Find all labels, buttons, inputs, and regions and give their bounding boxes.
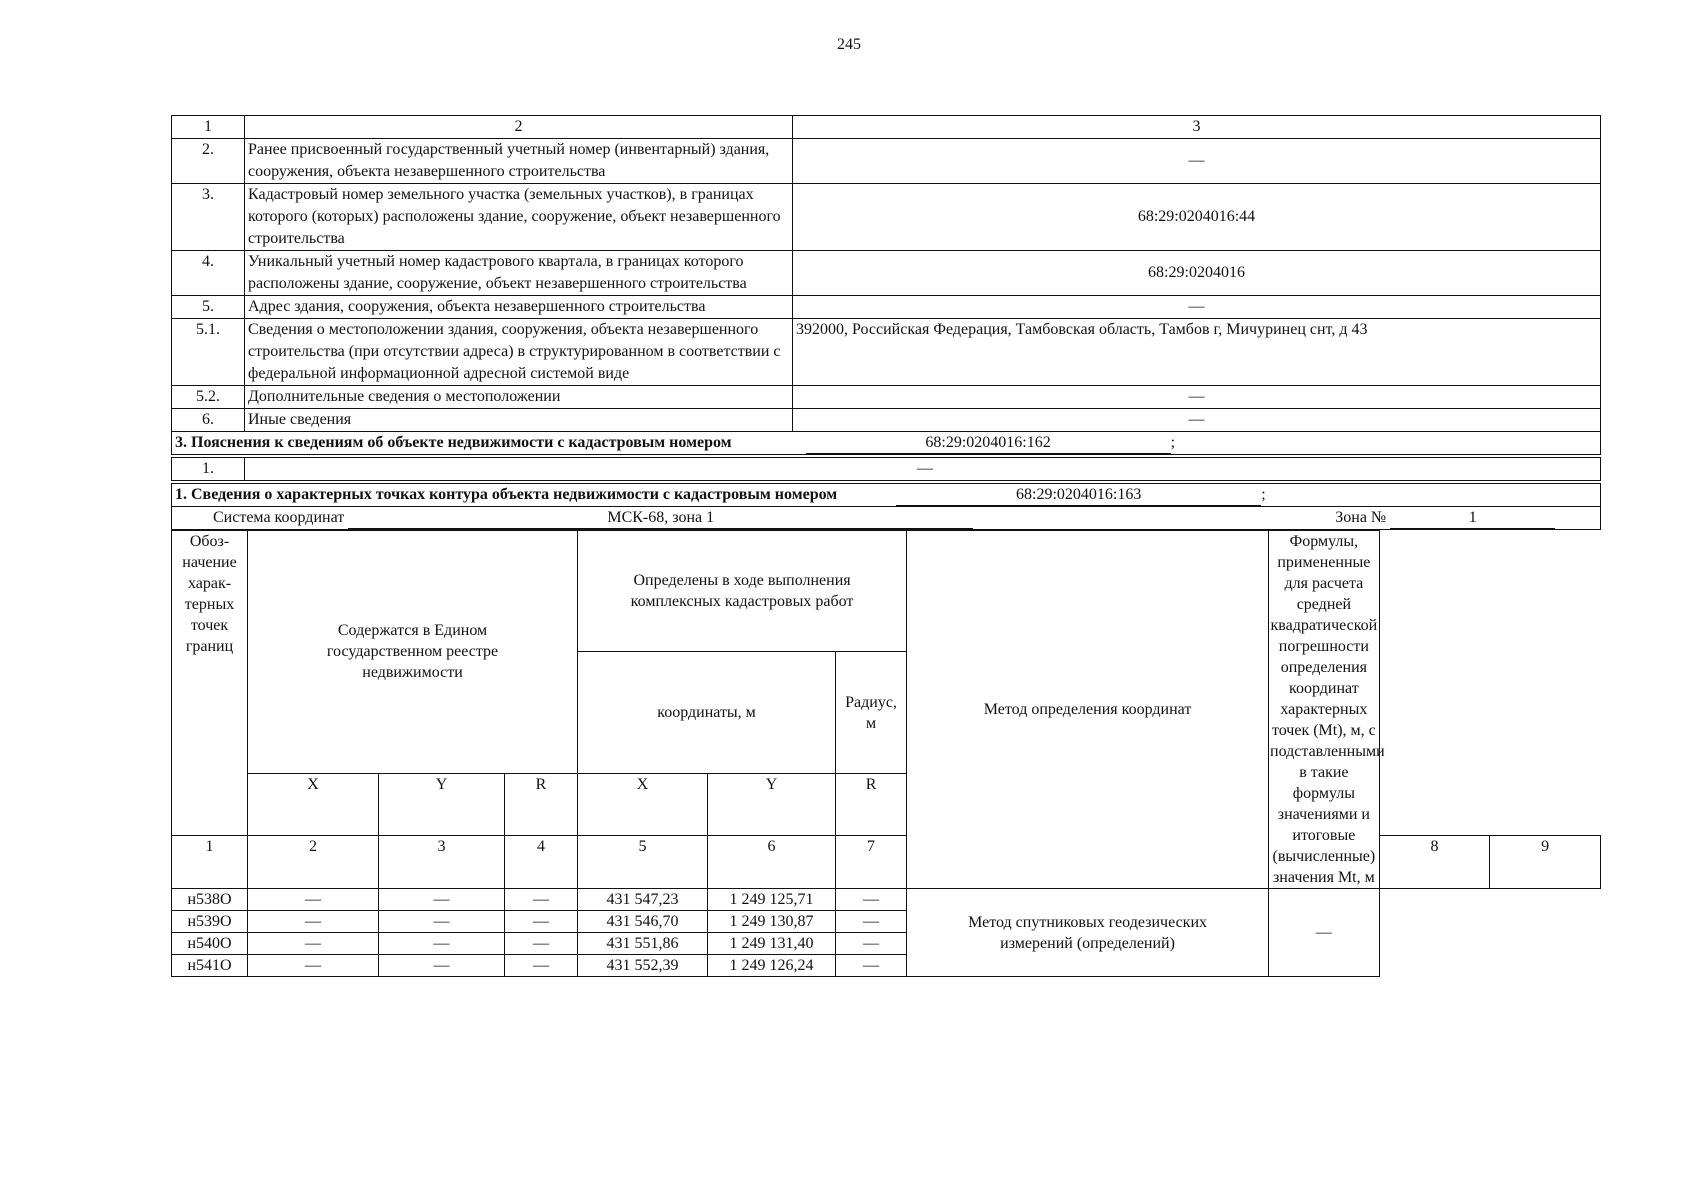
coord-system-label: Система координат bbox=[213, 509, 345, 526]
header-col-1: 1 bbox=[172, 116, 245, 139]
header-x-egrn: X bbox=[248, 773, 379, 835]
header-designation: Обоз- начение харак- терных точек границ bbox=[172, 531, 248, 836]
header-formulas: Формулы, примененные для расчета средней квадратической погрешности определения координат характерных точек (Mt), м, с подставленными в такие формулы значениями и итоговые (вычисленные) значения Mt, м bbox=[1269, 531, 1380, 889]
col-number: 5 bbox=[578, 836, 708, 889]
x-kkr: 431 551,86 bbox=[578, 933, 708, 955]
table-row bbox=[172, 184, 1601, 251]
row-value: 68:29:0204016:44 bbox=[793, 184, 1601, 251]
document-body bbox=[171, 115, 1601, 977]
header-method: Метод определения координат bbox=[907, 531, 1269, 889]
header-col-3: 3 bbox=[793, 116, 1601, 139]
col-number: 2 bbox=[248, 836, 379, 889]
header-y-kkr: Y bbox=[708, 773, 836, 835]
point-designation: н538О bbox=[172, 889, 248, 911]
table-row bbox=[172, 319, 1601, 386]
r-egrn: — bbox=[505, 911, 578, 933]
row-number: 3. bbox=[172, 184, 245, 251]
col-number: 6 bbox=[708, 836, 836, 889]
r-kkr: — bbox=[836, 955, 907, 977]
col-number: 4 bbox=[505, 836, 578, 889]
col-number: 8 bbox=[1379, 836, 1490, 889]
section-3-heading-row bbox=[172, 432, 1601, 455]
zone-value: 1 bbox=[1390, 508, 1555, 529]
row-value: 68:29:0204016 bbox=[793, 251, 1601, 296]
section-3-row bbox=[172, 458, 1601, 481]
y-kkr: 1 249 131,40 bbox=[708, 933, 836, 955]
row-number: 4. bbox=[172, 251, 245, 296]
header-col-2: 2 bbox=[245, 116, 793, 139]
table-header-row bbox=[172, 116, 1601, 139]
section-1-cad-number: 68:29:0204016:163 bbox=[896, 485, 1261, 506]
header-egrn: Содержатся в Едином государственном реестре недвижимости bbox=[248, 531, 578, 774]
row-label: Кадастровый номер земельного участка (земельных участков), в границах которого (которых) расположены здание, сооружение, объект незавершенного строительства bbox=[245, 184, 793, 251]
column-numbers-row bbox=[172, 836, 1601, 889]
zone-label: Зона № bbox=[1335, 509, 1387, 526]
x-kkr: 431 546,70 bbox=[578, 911, 708, 933]
header-r-kkr: R bbox=[836, 773, 907, 835]
y-kkr: 1 249 130,87 bbox=[708, 911, 836, 933]
point-designation: н539О bbox=[172, 911, 248, 933]
y-egrn: — bbox=[379, 911, 505, 933]
point-designation: н540О bbox=[172, 933, 248, 955]
section-1-heading-row bbox=[172, 484, 1601, 507]
y-kkr: 1 249 125,71 bbox=[708, 889, 836, 911]
row-value: — bbox=[245, 458, 1601, 481]
x-egrn: — bbox=[248, 933, 379, 955]
r-egrn: — bbox=[505, 933, 578, 955]
header-y-egrn: Y bbox=[379, 773, 505, 835]
table-row bbox=[172, 955, 1601, 977]
method-value: Метод спутниковых геодезических измерений (определений) bbox=[907, 889, 1269, 977]
row-number: 5.2. bbox=[172, 386, 245, 409]
y-egrn: — bbox=[379, 889, 505, 911]
page-number: 245 bbox=[837, 36, 861, 53]
row-number: 5. bbox=[172, 296, 245, 319]
x-egrn: — bbox=[248, 889, 379, 911]
table-row bbox=[172, 139, 1601, 184]
object-details-table bbox=[171, 115, 1601, 530]
x-kkr: 431 547,23 bbox=[578, 889, 708, 911]
y-egrn: — bbox=[379, 955, 505, 977]
row-label: Иные сведения bbox=[245, 409, 793, 432]
header-kkr-coords: координаты, м bbox=[578, 652, 836, 773]
r-kkr: — bbox=[836, 933, 907, 955]
row-label: Сведения о местоположении здания, сооружения, объекта незавершенного строительства (при отсутствии адреса) в структурированном в соответствии с федеральной информационной адресной системой виде bbox=[245, 319, 793, 386]
row-number: 6. bbox=[172, 409, 245, 432]
row-value: 392000, Российская Федерация, Тамбовская область, Тамбов г, Мичуринец снт, д 43 bbox=[793, 319, 1601, 386]
section-1-title: 1. Сведения о характерных точках контура объекта недвижимости с кадастровым номером bbox=[175, 486, 838, 503]
header-kkr: Определены в ходе выполнения комплексных кадастровых работ bbox=[578, 531, 907, 652]
coord-system-value: МСК-68, зона 1 bbox=[348, 508, 973, 529]
characteristic-points-table bbox=[171, 530, 1601, 977]
col-number: 3 bbox=[379, 836, 505, 889]
col-number: 7 bbox=[836, 836, 907, 889]
row-label: Адрес здания, сооружения, объекта незавершенного строительства bbox=[245, 296, 793, 319]
r-kkr: — bbox=[836, 889, 907, 911]
row-label: Ранее присвоенный государственный учетный номер (инвентарный) здания, сооружения, объекта незавершенного строительства bbox=[245, 139, 793, 184]
point-designation: н541О bbox=[172, 955, 248, 977]
formulas-value: — bbox=[1269, 889, 1380, 977]
section-3-cad-number: 68:29:0204016:162 bbox=[806, 433, 1171, 454]
row-label: Уникальный учетный номер кадастрового квартала, в границах которого расположены здание, сооружение, объект незавершенного строительства bbox=[245, 251, 793, 296]
r-egrn: — bbox=[505, 889, 578, 911]
x-kkr: 431 552,39 bbox=[578, 955, 708, 977]
row-value: — bbox=[793, 296, 1601, 319]
section-3-title: 3. Пояснения к сведениям об объекте недвижимости с кадастровым номером bbox=[175, 434, 732, 451]
row-number: 2. bbox=[172, 139, 245, 184]
table-row bbox=[172, 296, 1601, 319]
row-value: — bbox=[793, 139, 1601, 184]
col-number: 9 bbox=[1490, 836, 1601, 889]
r-kkr: — bbox=[836, 911, 907, 933]
table-row bbox=[172, 889, 1601, 911]
row-label: Дополнительные сведения о местоположении bbox=[245, 386, 793, 409]
x-egrn: — bbox=[248, 911, 379, 933]
row-value: — bbox=[793, 386, 1601, 409]
row-number: 1. bbox=[172, 458, 245, 481]
header-x-kkr: X bbox=[578, 773, 708, 835]
table-row bbox=[172, 933, 1601, 955]
section-1-suffix: ; bbox=[1261, 486, 1266, 503]
section-3-suffix: ; bbox=[1170, 434, 1176, 451]
table-row bbox=[172, 386, 1601, 409]
r-egrn: — bbox=[505, 955, 578, 977]
y-egrn: — bbox=[379, 933, 505, 955]
table-row bbox=[172, 409, 1601, 432]
table-row bbox=[172, 251, 1601, 296]
col-number: 1 bbox=[172, 836, 248, 889]
y-kkr: 1 249 126,24 bbox=[708, 955, 836, 977]
row-value: — bbox=[793, 409, 1601, 432]
header-kkr-radius: Радиус, м bbox=[836, 652, 907, 773]
x-egrn: — bbox=[248, 955, 379, 977]
row-number: 5.1. bbox=[172, 319, 245, 386]
coord-system-row bbox=[172, 507, 1601, 530]
header-r-egrn: R bbox=[505, 773, 578, 835]
table-row bbox=[172, 911, 1601, 933]
